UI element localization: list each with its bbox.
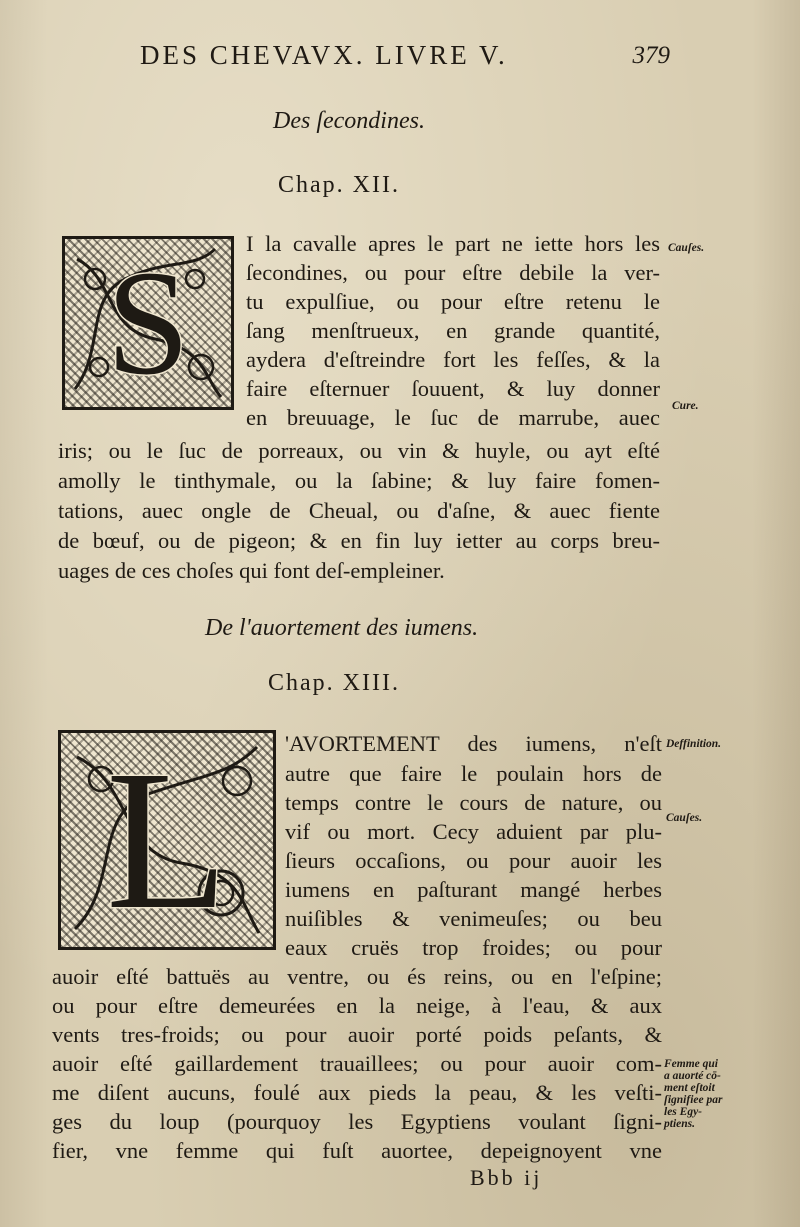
section-title-secondines: Des ſecondines. <box>273 108 425 134</box>
dropcap-l-ornament <box>58 730 276 950</box>
dropcap-s-ornament <box>62 236 234 410</box>
text-line: autre que faire le poulain hors de <box>285 763 662 786</box>
running-header <box>140 40 700 80</box>
margin-note-line: a auorté cō- <box>664 1070 721 1083</box>
text-line: auoir eſté battuës au ventre, ou és reins, ou en l'eſpine; <box>52 966 662 989</box>
dropcap-letter-s: S <box>106 240 190 406</box>
page-number: 379 <box>632 42 670 69</box>
margin-note-causes: Cauſes. <box>668 242 705 254</box>
text-line: nuiſibles & venimeuſes; ou beu <box>285 908 662 931</box>
text-line: eaux cruës trop froides; ou pour <box>285 937 662 960</box>
margin-note-line: ſignifiee par <box>664 1094 723 1107</box>
margin-note-cure: Cure. <box>672 400 699 412</box>
text-line: vif ou mort. Cecy aduient par plu- <box>285 821 662 844</box>
text-line: me diſent aucuns, foulé aux pieds la peau, & les veſti- <box>52 1082 662 1105</box>
text-line: amolly le tinthymale, ou la ſabine; & luy faire fomen- <box>58 470 660 493</box>
text-line: ſang menſtrueux, en grande quantité, <box>246 320 660 343</box>
text-line: tations, auec ongle de Cheual, ou d'aſne, & auec fiente <box>58 500 660 523</box>
text-line: vents tres-froids; ou pour auoir porté poids peſants, & <box>52 1024 662 1047</box>
margin-note-line: Femme qui <box>664 1058 718 1070</box>
text-line: 'AVORTEMENT des iumens, n'eſt <box>285 733 662 756</box>
margin-note-line: ptiens. <box>664 1118 695 1131</box>
text-line: faire eſternuer ſouuent, & luy donner <box>246 378 660 401</box>
margin-note-causes: Cauſes. <box>666 812 703 824</box>
margin-note-definition: Deffinition. <box>666 738 722 750</box>
text-line: fier, vne femme qui fuſt auortee, depeignoyent vne <box>52 1140 662 1163</box>
dropcap-letter-l: L <box>105 729 229 951</box>
text-line: ges du loup (pourquoy les Egyptiens voulant ſigni- <box>52 1111 662 1134</box>
text-line: tu expulſiue, ou pour eſtre retenu le <box>246 291 660 314</box>
running-title: DES CHEVAVX. LIVRE V. <box>140 40 508 70</box>
text-line: auoir eſté gaillardement trauaillees; ou pour auoir com- <box>52 1053 662 1076</box>
text-line: ſecondines, ou pour eſtre debile la ver- <box>246 262 660 285</box>
margin-note-egyptians <box>664 1058 722 1130</box>
text-line: aydera d'eſtreindre fort les feſſes, & la <box>246 349 660 372</box>
text-line: temps contre le cours de nature, ou <box>285 792 662 815</box>
text-line: I la cavalle apres le part ne iette hors les <box>246 233 660 256</box>
text-line: ou pour eſtre demeurées en la neige, à l'eau, & aux <box>52 995 662 1018</box>
text-line: en breuuage, le ſuc de marrube, auec <box>246 407 660 430</box>
section-title-auortement: De l'auortement des iumens. <box>205 615 479 641</box>
margin-note-line: les Egy- <box>664 1106 703 1119</box>
text-line: ſieurs occaſions, ou pour auoir les <box>285 850 662 873</box>
text-line: de bœuf, ou de pigeon; & en fin luy ietter au corps breu- <box>58 530 660 553</box>
text-line: iris; ou le ſuc de porreaux, ou vin & huyle, ou ayt eſté <box>58 440 660 463</box>
text-line: iumens en paſturant mangé herbes <box>285 879 662 902</box>
text-line: uages de ces choſes qui font deſ-empleiner. <box>58 560 445 583</box>
chapter-12-heading: Chap. XII. <box>278 172 400 198</box>
margin-note-line: ment eſtoit <box>664 1082 715 1095</box>
chapter-13-heading: Chap. XIII. <box>268 670 400 696</box>
signature-mark: Bbb ij <box>470 1165 543 1190</box>
